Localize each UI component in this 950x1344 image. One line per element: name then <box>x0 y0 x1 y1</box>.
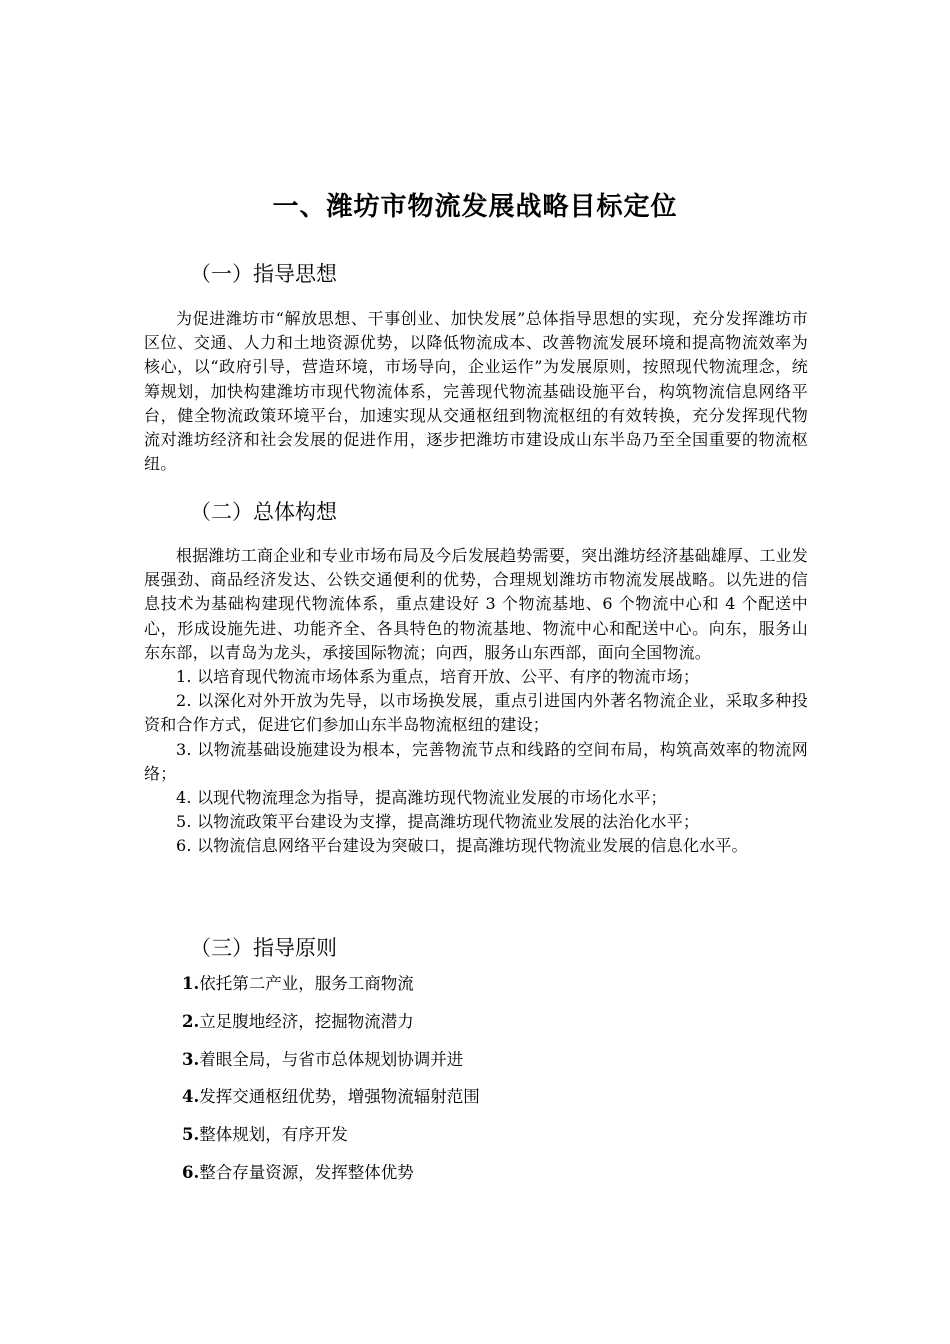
section-heading-guiding-ideology: （一）指导思想 <box>190 262 337 286</box>
principle-item <box>182 1009 782 1047</box>
principle-number: 6. <box>182 1162 200 1182</box>
list-item: 2. 以深化对外开放为先导，以市场换发展，重点引进国内外著名物流企业，采取多种投资和合作方式，促进它们参加山东半岛物流枢纽的建设； <box>144 691 808 735</box>
principle-number: 2. <box>182 1011 200 1031</box>
principle-text: 发挥交通枢纽优势，增强物流辐射范围 <box>199 1087 480 1107</box>
principle-number: 3. <box>182 1049 200 1069</box>
principle-text: 整合存量资源，发挥整体优势 <box>199 1162 414 1182</box>
section-heading-overall-concept: （二）总体构想 <box>190 500 337 524</box>
principles-list <box>182 971 782 1198</box>
paragraph: 为促进潍坊市“解放思想、干事创业、加快发展”总体指导思想的实现，充分发挥潍坊市区位、交通、人力和土地资源优势，以降低物流成本、改善物流发展环境和提高物流效率为核心，以“政府引导，营造环境，市场导向，企业运作”为发展原则，按照现代物流理念，统筹规划，加快构建潍坊市现代物流体系，完善现代物流基础设施平台，构筑物流信息网络平台，健全物流政策环境平台，加速实现从交通枢纽到物流枢纽的有效转换，充分发挥现代物流对潍坊经济和社会发展的促进作用，逐步把潍坊市建设成山东半岛乃至全国重要的物流枢纽。 <box>144 309 808 474</box>
principle-item <box>182 1047 782 1085</box>
list-item: 1. 以培育现代物流市场体系为重点，培育开放、公平、有序的物流市场； <box>176 667 700 687</box>
principle-text: 着眼全局，与省市总体规划协调并进 <box>199 1049 464 1069</box>
principle-number: 5. <box>182 1125 200 1145</box>
list-item: 5. 以物流政策平台建设为支撑，提高潍坊现代物流业发展的法治化水平； <box>176 812 700 832</box>
page-title: 一、潍坊市物流发展战略目标定位 <box>272 192 678 222</box>
paragraph: 根据潍坊工商企业和专业市场布局及今后发展趋势需要，突出潍坊经济基础雄厚、工业发展强劲、商品经济发达、公铁交通便利的优势，合理规划潍坊市物流发展战略。以先进的信息技术为基础构建现代物流体系，重点建设好 3 个物流基地、6 个物流中心和 4 个配送中心，形成设施先进、功能齐全、各具特色的物流基地、物流中心和配送中心。向东，服务山东东部，以青岛为龙头，承接国际物流；向西，服务山东西部，面向全国物流。 <box>144 546 808 662</box>
section-heading-guiding-principles: （三）指导原则 <box>190 936 337 960</box>
principle-item <box>182 971 782 1009</box>
principle-text: 整体规划，有序开发 <box>199 1125 348 1145</box>
list-item: 3. 以物流基础设施建设为根本，完善物流节点和线路的空间布局，构筑高效率的物流网络； <box>144 739 808 783</box>
list-item: 6. 以物流信息网络平台建设为突破口，提高潍坊现代物流业发展的信息化水平。 <box>176 836 748 856</box>
principle-item <box>182 1122 782 1160</box>
principle-number: 4. <box>182 1087 200 1107</box>
principle-item <box>182 1160 782 1198</box>
principle-text: 依托第二产业，服务工商物流 <box>199 974 414 993</box>
principle-number: 1. <box>182 974 200 993</box>
principle-text: 立足腹地经济，挖掘物流潜力 <box>199 1011 414 1031</box>
principle-item <box>182 1084 782 1122</box>
section-body-overall-concept <box>144 544 808 859</box>
list-item: 4. 以现代物流理念为指导，提高潍坊现代物流业发展的市场化水平； <box>176 788 667 808</box>
section-body-guiding-ideology <box>144 307 808 476</box>
